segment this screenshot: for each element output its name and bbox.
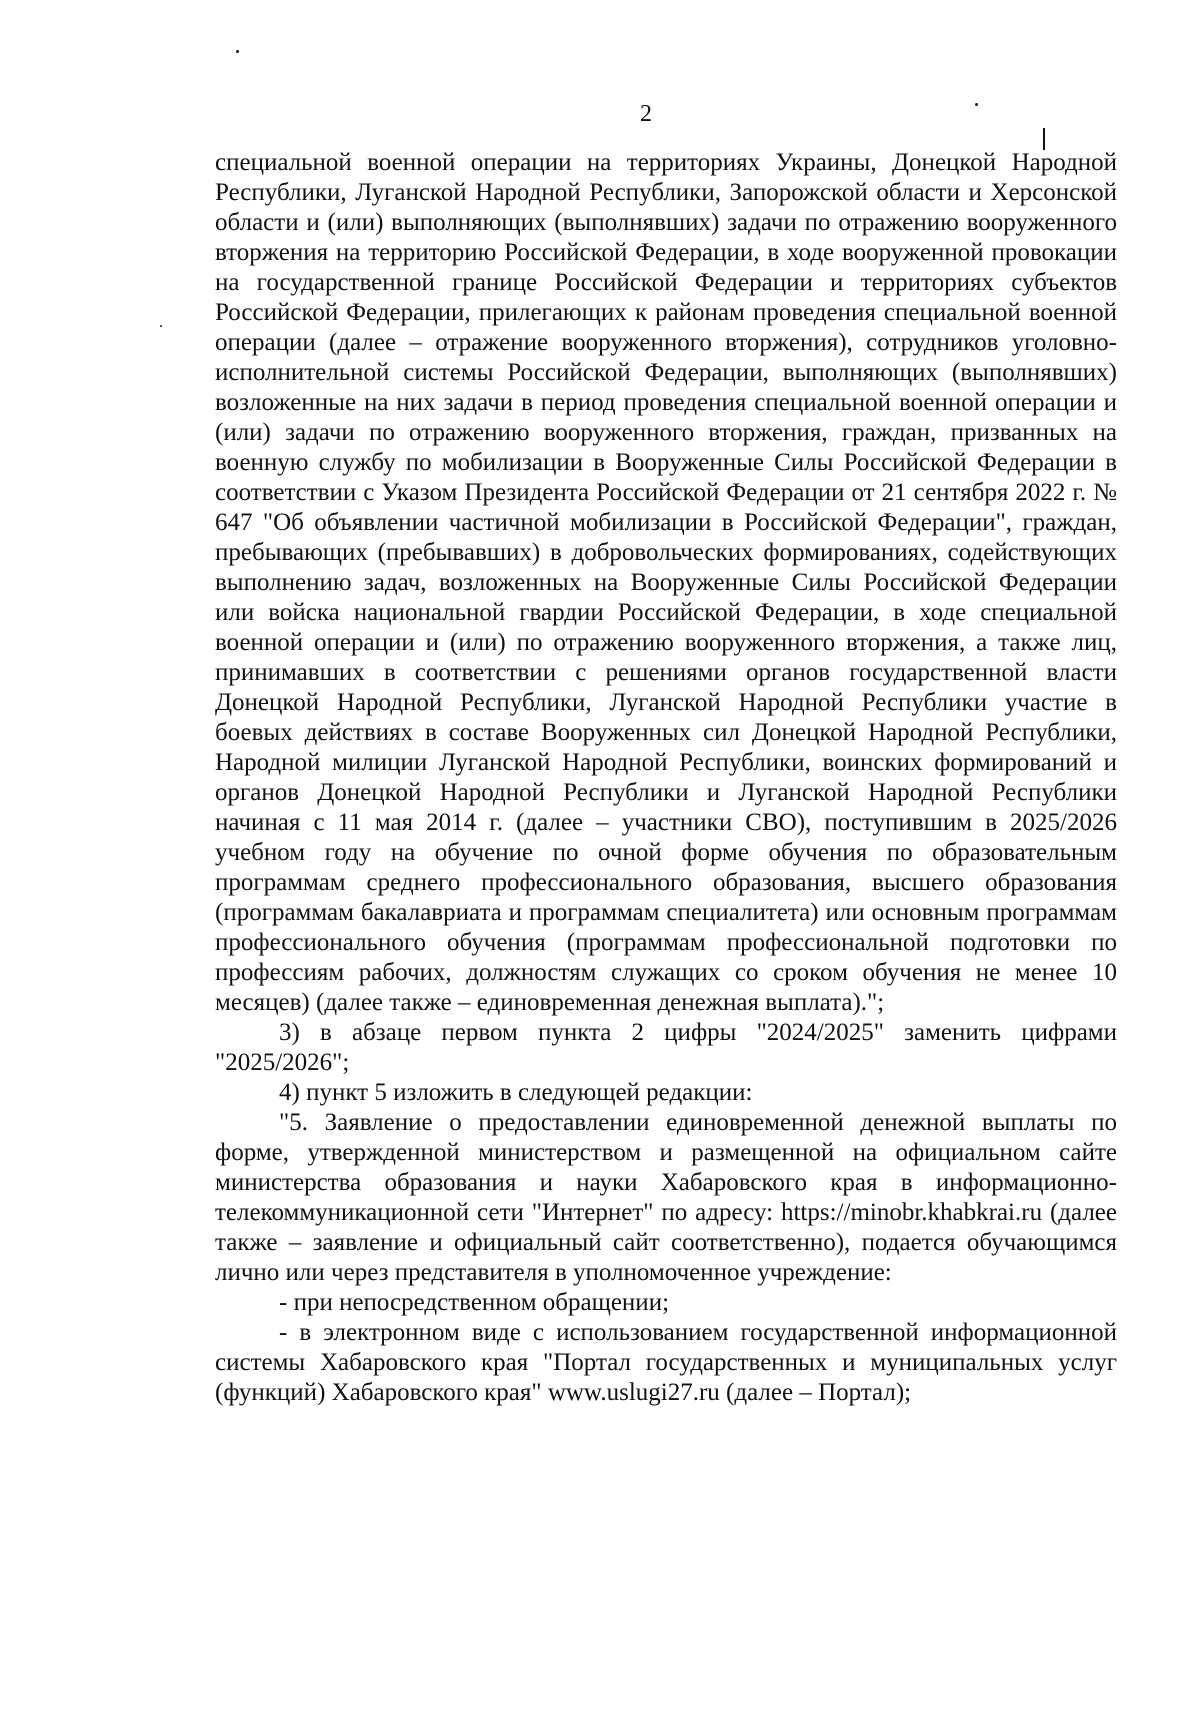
paragraph-item-4: 4) пункт 5 изложить в следующей редакции: xyxy=(279,1079,753,1106)
paragraph-continuation: специальной военной операции на территориях Украины, Донецкой Народной Республики, Луганской Народной Республики, Запорожской области и Херсонской области и (или) выполняющих (выполнявших) задачи по отражению вооруженного вторжения на территорию Российской Федерации, в ходе вооруженной провокации на государственной границе Российской Федерации и территориях субъектов Российской Федерации, прилегающих к районам проведения специальной военной операции (далее – отражение вооруженного вторжения), сотрудников уголовно-исполнительной системы Российской Федерации, выполняющих (выполнявших) возложенные на них задачи в период проведения специальной военной операции и (или) задачи по отражению вооруженного вторжения, граждан, призванных на военную службу по мобилизации в Вооруженные Силы Российской Федерации в соответствии с Указом Президента Российской Федерации от 21 сентября 2022 г. № 647 "Об объявлении частичной мобилизации в Российской Федерации", граждан, пребывающих (пребывавших) в добровольческих формированиях, содействующих выполнению задач, возложенных на Вооруженные Силы Российской Федерации или войска национальной гвардии Российской Федерации, в ходе специальной военной операции и (или) по отражению вооруженного вторжения, а также лиц, принимавших в соответствии с решениями органов государственной власти Донецкой Народной Республики, Луганской Народной Республики участие в боевых действиях в составе Вооруженных сил Донецкой Народной Республики, Народной милиции Луганской Народной Республики, воинских формирований и органов Донецкой Народной Республики и Луганской Народной Республики начиная с 11 мая 2014 г. (далее – участники СВО), поступившим в 2025/2026 учебном году на обучение по очной форме обучения по образовательным программам среднего профессионального образования, высшего образования (программам бакалавриата и программам специалитета) или основным программам профессионального обучения (программам профессиональной подготовки по профессиям рабочих, должностям служащих со сроком обучения не менее 10 месяцев) (далее также – единовременная денежная выплата)."; xyxy=(215,149,1117,1016)
paragraph-point-5: "5. Заявление о предоставлении единовременной денежной выплаты по форме, утвержденной министерством и размещенной на официальном сайте министерства образования и науки Хабаровского края в информационно-телекоммуникационной сети "Интернет" по адресу: https://minobr.khabkrai.ru (далее также – заявление и официальный сайт соответственно), подается обучающимся лично или через представителя в уполномоченное учреждение: xyxy=(215,1109,1117,1286)
scan-speck xyxy=(975,103,978,106)
list-item-in-person: - при непосредственном обращении; xyxy=(279,1289,670,1316)
paragraph-item-3: 3) в абзаце первом пункта 2 цифры "2024/2025" заменить цифрами "2025/2026"; xyxy=(215,1019,1117,1076)
scan-mark xyxy=(1043,128,1045,150)
list-item-electronic: - в электронном виде с использованием государственной информационной системы Хабаровского края "Портал государственных и муниципальных услуг (функций) Хабаровского края" www.uslugi27.ru (далее – Портал); xyxy=(215,1319,1117,1406)
scan-speck xyxy=(160,325,162,327)
scan-speck xyxy=(236,50,239,53)
document-body xyxy=(215,148,1117,1408)
page-number: 2 xyxy=(640,101,652,127)
